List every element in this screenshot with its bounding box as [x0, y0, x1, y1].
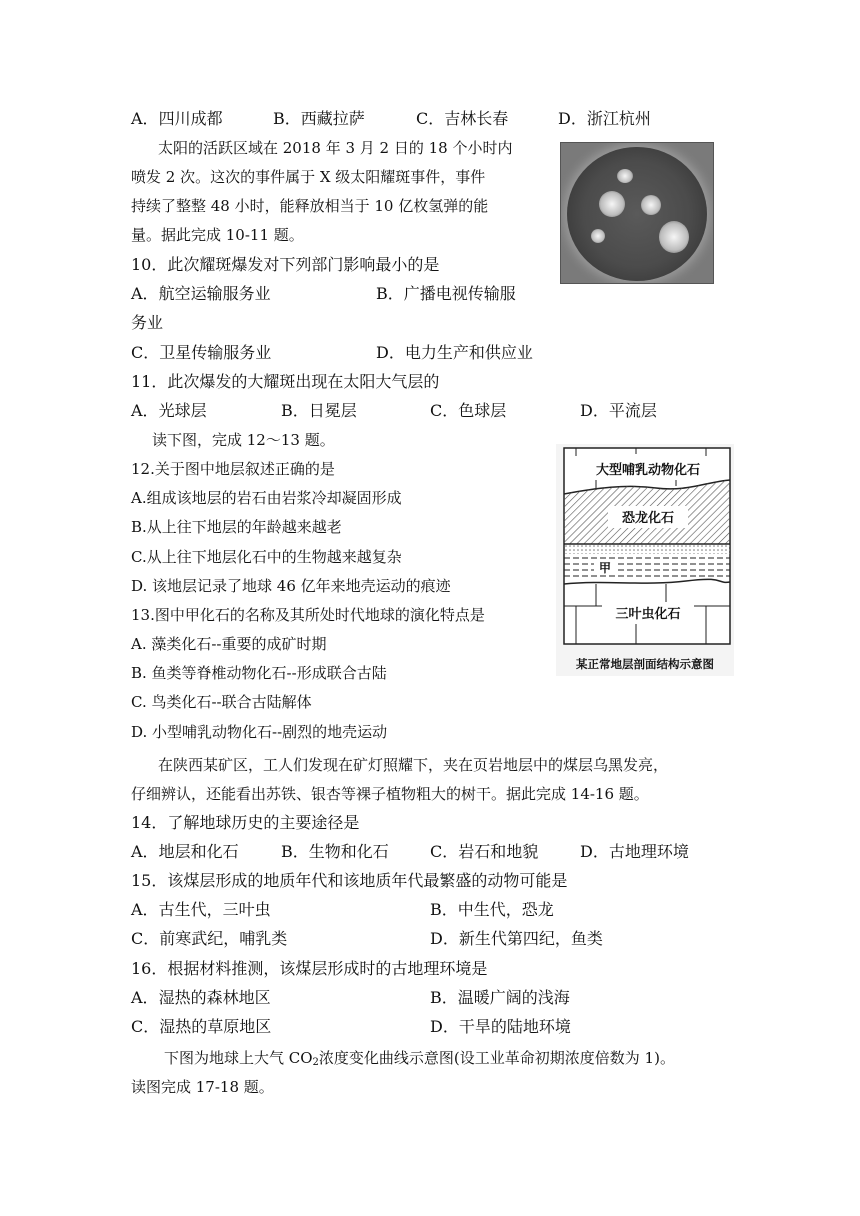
flare-spot — [641, 195, 661, 215]
q14-stem: 14．了解地球历史的主要途径是 — [131, 813, 360, 832]
q16-option-a: A．湿热的森林地区 — [131, 988, 271, 1007]
flare-spot — [591, 229, 605, 243]
q13-option-b: B. 鱼类等脊椎动物化石--形成联合古陆 — [131, 664, 387, 682]
q12-option-b: B.从上往下地层的年龄越来越老 — [131, 518, 342, 536]
q10-option-b: B．广播电视传输服 — [376, 284, 516, 303]
q14-option-b: B．生物和化石 — [281, 842, 389, 861]
flare-spot — [659, 221, 689, 253]
q14-option-c: C．岩石和地貌 — [430, 842, 539, 861]
figure-caption: 某正常地层剖面结构示意图 — [576, 657, 714, 671]
flare-spot — [599, 191, 625, 217]
q11-stem: 11．此次爆发的大耀斑出现在太阳大气层的 — [131, 372, 440, 391]
q16-stem: 16．根据材料推测，该煤层形成时的古地理环境是 — [131, 959, 488, 978]
layer-label-dinosaur: 恐龙化石 — [621, 511, 675, 526]
q11-option-c: C．色球层 — [430, 401, 507, 420]
q15-stem: 15．该煤层形成的地质年代和该地质年代最繁盛的动物可能是 — [131, 871, 568, 890]
q15-option-d: D．新生代第四纪，鱼类 — [430, 929, 603, 948]
sun-disc — [567, 147, 707, 281]
q9-option-a: A．四川成都 — [131, 109, 223, 128]
q9-option-c: C．吉林长春 — [416, 109, 509, 128]
q11-option-b: B．日冕层 — [281, 401, 357, 420]
q9-option-b: B．西藏拉萨 — [273, 109, 365, 128]
passage3-line-1: 下图为地球上大气 $CO_2$浓度变化曲线示意图(设工业革命初期浓度倍数为 1)。 — [164, 1049, 675, 1068]
q16-option-b: B．温暖广阔的浅海 — [430, 988, 570, 1007]
q13-option-c: C. 鸟类化石--联合古陆解体 — [131, 693, 312, 711]
q13-option-a: A. 藻类化石--重要的成矿时期 — [131, 635, 327, 653]
q12-stem: 12.关于图中地层叙述正确的是 — [131, 460, 335, 478]
passage2-line-1: 在陕西某矿区，工人们发现在矿灯照耀下，夹在页岩地层中的煤层乌黑发亮， — [158, 756, 669, 774]
q15-option-c: C．前寒武纪，哺乳类 — [131, 929, 288, 948]
strata-figure — [556, 444, 734, 676]
q15-option-b: B．中生代，恐龙 — [430, 900, 554, 919]
layer-label-trilobite: 三叶虫化石 — [615, 607, 681, 622]
layer-label-large-mammal: 大型哺乳动物化石 — [595, 463, 701, 478]
layer-label-jia: 甲 — [598, 561, 612, 575]
q10-option-b-continued: 务业 — [131, 313, 164, 332]
q10-option-a: A．航空运输服务业 — [131, 284, 271, 303]
q10-stem: 10．此次耀斑爆发对下列部门影响最小的是 — [131, 255, 440, 274]
q14-option-d: D．古地理环境 — [580, 842, 689, 861]
flare-spot — [617, 169, 633, 183]
q16-option-c: C．湿热的草原地区 — [131, 1017, 272, 1036]
q16-option-d: D．干旱的陆地环境 — [430, 1017, 571, 1036]
q9-option-d: D．浙江杭州 — [558, 109, 651, 128]
strata-diagram — [556, 444, 734, 676]
q15-option-a: A．古生代，三叶虫 — [131, 900, 271, 919]
passage1-line-2: 喷发 2 次。这次的事件属于 X 级太阳耀斑事件，事件 — [131, 168, 486, 186]
passage1-line-1: 太阳的活跃区域在 2018 年 3 月 2 日的 18 个小时内 — [158, 139, 513, 157]
q11-option-a: A．光球层 — [131, 401, 207, 420]
q13-option-d: D. 小型哺乳动物化石--剧烈的地壳运动 — [131, 723, 388, 741]
q13-stem: 13.图中甲化石的名称及其所处时代地球的演化特点是 — [131, 606, 485, 624]
q11-option-d: D．平流层 — [580, 401, 657, 420]
passage1-line-4: 量。据此完成 10-11 题。 — [131, 226, 304, 244]
passage2-line-2: 仔细辨认，还能看出苏铁、银杏等裸子植物粗大的树干。据此完成 14-16 题。 — [131, 785, 649, 803]
q14-option-a: A．地层和化石 — [131, 842, 239, 861]
q12-option-c: C.从上往下地层化石中的生物越来越复杂 — [131, 548, 402, 566]
q12-option-a: A.组成该地层的岩石由岩浆冷却凝固形成 — [131, 489, 402, 507]
passage1-line-3: 持续了整整 48 小时，能释放相当于 10 亿枚氢弹的能 — [131, 197, 489, 215]
q10-option-d: D．电力生产和供应业 — [376, 343, 533, 362]
sun-flare-photo — [560, 142, 714, 284]
q12-option-d: D. 该地层记录了地球 46 亿年来地壳运动的痕迹 — [131, 577, 451, 595]
passage3-line-2: 读图完成 17-18 题。 — [131, 1078, 274, 1096]
intro-12-13: 读下图，完成 12～13 题。 — [152, 431, 335, 449]
q10-option-c: C．卫星传输服务业 — [131, 343, 272, 362]
